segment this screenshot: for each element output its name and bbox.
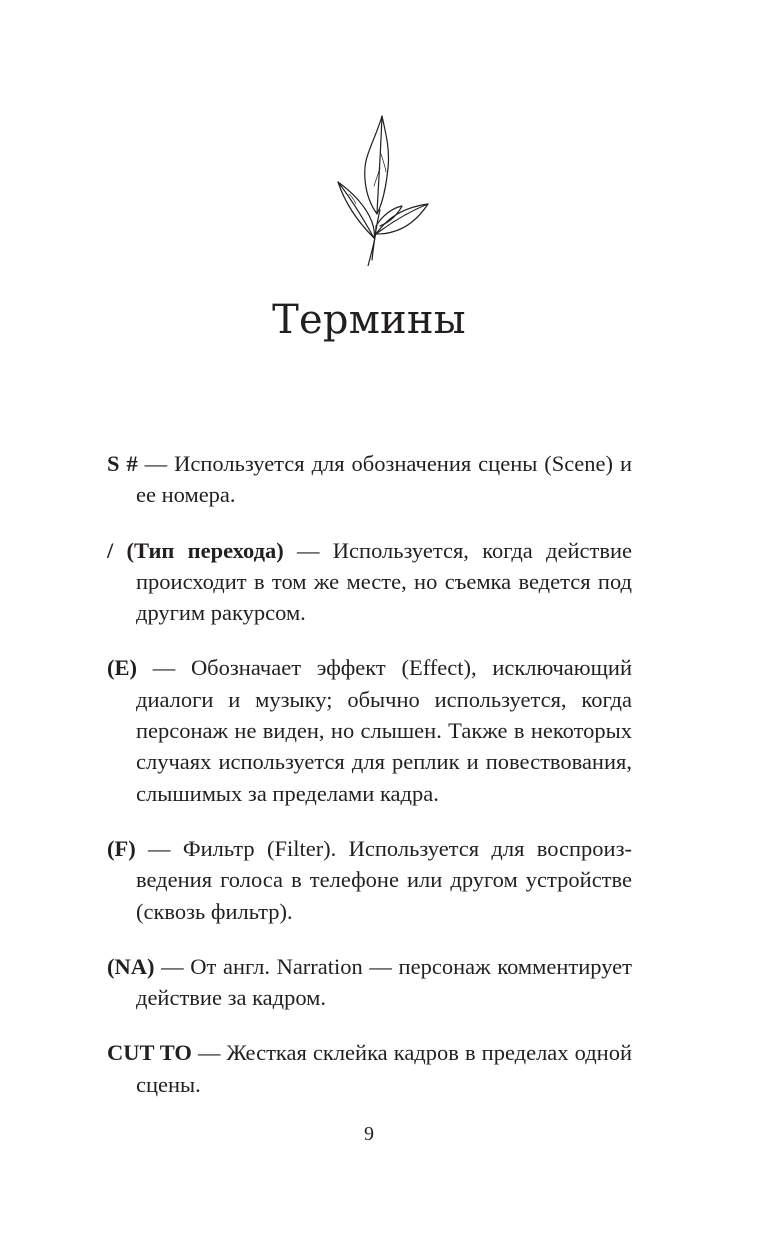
- term-entry: [107, 535, 632, 629]
- term-entry: [107, 951, 632, 1014]
- term-head: S #: [107, 451, 138, 476]
- term-definition: — Жесткая склейка кадров в пределах одной сцены.: [136, 1040, 632, 1097]
- term-definition: — Используется, когда действие происходит в том же месте, но съемка ведется под другим ракурсом.: [136, 537, 632, 626]
- term-head: / (Тип перехода): [107, 537, 284, 563]
- term-entry: [107, 1037, 632, 1100]
- term-definition: — Обозначает эффект (Effect), исключающий диалоги и музыку; обычно используется, когда персонаж не виден, но слышен. Также в некоторых случаях используется для реплик и повествования, слышимых за пределами кадра.: [136, 655, 632, 806]
- page-number: 9: [364, 1123, 374, 1145]
- term-entry: [107, 448, 632, 511]
- term-entry: [107, 833, 632, 927]
- term-entry: [107, 652, 632, 808]
- term-head: CUT TO: [107, 1040, 192, 1066]
- term-definition: — От англ. Narration — персонаж комментирует действие за кадром.: [136, 953, 632, 1011]
- leaf-sprig-icon: [330, 110, 432, 266]
- term-head: (F): [107, 835, 136, 861]
- terms-list: [107, 448, 632, 1124]
- term-definition: — Используется для обозначения сцены (Scene) и ее номера.: [136, 451, 632, 508]
- term-head: (NA): [107, 953, 155, 979]
- page-title: Термины: [272, 297, 466, 343]
- term-head: (E): [107, 655, 137, 681]
- term-definition: — Фильтр (Filter). Используется для воспроизведения голоса в телефоне или другом устройстве (сквозь фильтр).: [135, 835, 632, 924]
